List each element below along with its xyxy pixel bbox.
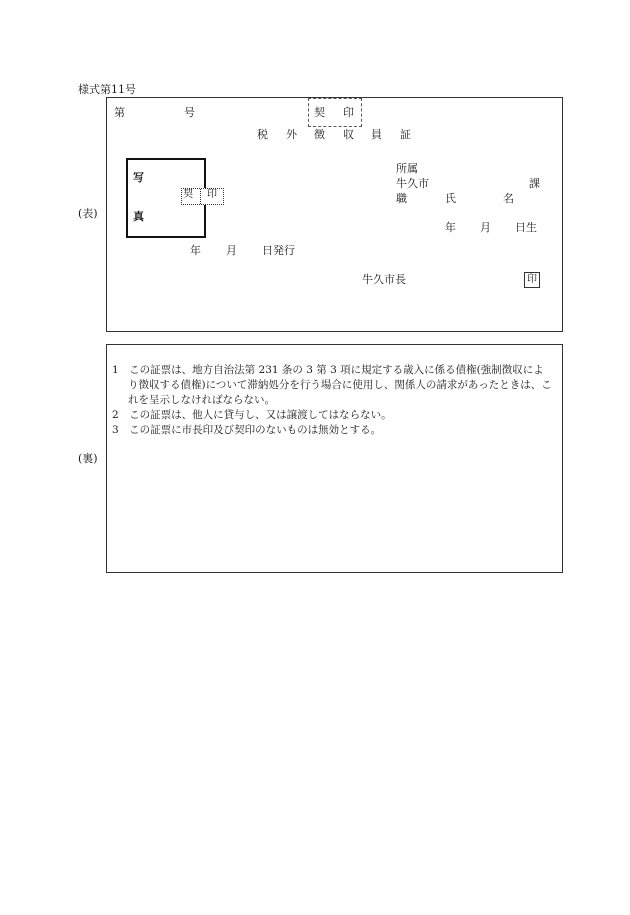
birth-month: 月	[480, 221, 491, 234]
name-char-1: 職	[396, 192, 407, 205]
issue-month: 月	[226, 244, 237, 257]
front-side-label: (表)	[78, 207, 98, 220]
form-number: 様式第11号	[78, 83, 136, 96]
issue-day: 日発行	[262, 244, 295, 257]
contract-seal-char-1: 契	[314, 106, 325, 119]
contract-seal-char-2: 印	[343, 106, 354, 119]
number-suffix: 号	[184, 106, 195, 119]
mayor-seal: 印	[524, 272, 540, 288]
affiliation-label: 所属	[396, 162, 418, 175]
mayor-title: 牛久市長	[362, 273, 406, 286]
city-name: 牛久市	[396, 177, 429, 190]
birth-day: 日生	[515, 221, 537, 234]
title-char-3: 徴	[314, 128, 325, 141]
number-prefix: 第	[114, 106, 125, 119]
section-suffix: 課	[529, 177, 540, 190]
name-char-3: 名	[503, 192, 514, 205]
birth-year: 年	[445, 221, 456, 234]
photo-char-2: 真	[133, 210, 144, 223]
title-char-1: 税	[257, 128, 268, 141]
back-notes	[112, 363, 552, 438]
photo-char-1: 写	[133, 171, 144, 184]
note-3: 3 この証票に市長印及び契印のないものは無効とする。	[112, 424, 382, 436]
title-char-5: 員	[371, 128, 382, 141]
title-char-4: 収	[343, 128, 354, 141]
note-2: 2 この証票は、他人に貸与し、又は譲渡してはならない。	[112, 409, 392, 421]
photo-seal-char-1: 契	[183, 189, 193, 200]
name-char-2: 氏	[445, 192, 456, 205]
title-char-6: 証	[400, 128, 411, 141]
back-side-label: (裏)	[78, 452, 98, 465]
note-1: 1 この証票は、地方自治法第 231 条の 3 第 3 項に規定する歳入に係る債権(強制徴収により徴収する債権)について滞納処分を行う場合に使用し、関係人の請求があったときは、これを呈示しなければならない。	[112, 364, 552, 406]
photo-seal-char-2: 印	[207, 189, 217, 200]
issue-year: 年	[190, 244, 201, 257]
title-char-2: 外	[286, 128, 297, 141]
